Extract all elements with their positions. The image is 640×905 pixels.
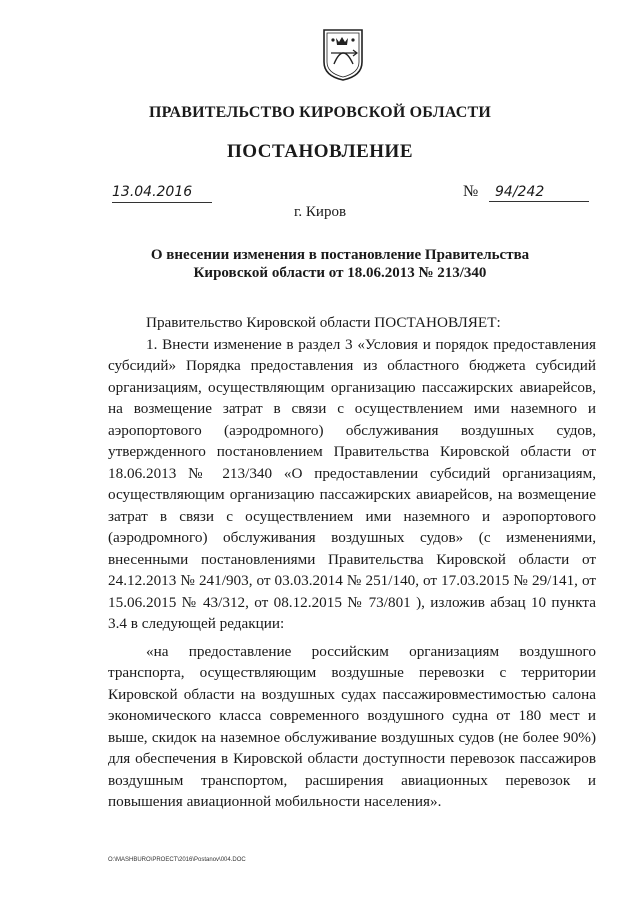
government-name: ПРАВИТЕЛЬСТВО КИРОВСКОЙ ОБЛАСТИ bbox=[148, 104, 492, 121]
quoted-amendment-paragraph: «на предоставление российским организациям воздушного транспорта, осуществляющим воздушные перевозки с территории Кировской области на воздушных судах пассажировместимостью салона экономического класса современного воздушного судна от 180 мест и выше, скидок на наземное обслуживание воздушных судов (не более 90%) для обеспечения в Кировской области доступности перевозок пассажиров воздушным транспортом, расширения авиационных перевозок и повышения авиационной мобильности населения». bbox=[108, 642, 596, 810]
subject-line-2: Кировской области от 18.06.2013 № 213/340 bbox=[193, 265, 487, 281]
subject-line-1: О внесении изменения в постановление Правительства bbox=[150, 247, 530, 263]
clause-1-paragraph: 1. Внести изменение в раздел 3 «Условия и порядок предоставления субсидий» Порядка предоставления из областного бюджета субсидий организациям, осуществляющим организацию пассажирских авиарейсов, на возмещение затрат в связи с осуществлением ими наземного и аэропортового (аэродромного) обслуживания воздушных судов, утвержденного постановлением Правительства Кировской области от 18.06.2013 № 213/340 «О предоставлении субсидий организациям, осуществляющим организацию пассажирских авиарейсов, на возмещение затрат в связи с осуществлением ими наземного и аэропортового (аэродромного) обслуживания воздушных судов» (с изменениями, внесенными постановлениями Правительства Кировской области от 24.12.2013 № 241/903, от 03.03.2014 № 251/140, от 17.03.2015 № 29/141, от 15.06.2015 № 43/312, от 08.12.2015 № 73/801 ), изложив абзац 10 пункта 3.4 в следующей редакции: bbox=[108, 335, 596, 632]
document-subject bbox=[0, 246, 640, 282]
document-date: 13.04.2016 bbox=[112, 182, 212, 203]
file-path-footer: O:\MASHBURO\PROECT\2016\Postanov\004.DOC bbox=[108, 857, 246, 863]
document-type: ПОСТАНОВЛЕНИЕ bbox=[226, 141, 414, 162]
city: г. Киров bbox=[293, 204, 347, 220]
document-number: 94/242 bbox=[489, 182, 589, 202]
document-body bbox=[108, 312, 596, 813]
coat-of-arms-icon bbox=[322, 28, 364, 82]
preamble-paragraph: Правительство Кировской области ПОСТАНОВЛЯЕТ: bbox=[146, 314, 501, 331]
number-label: № bbox=[463, 183, 479, 200]
